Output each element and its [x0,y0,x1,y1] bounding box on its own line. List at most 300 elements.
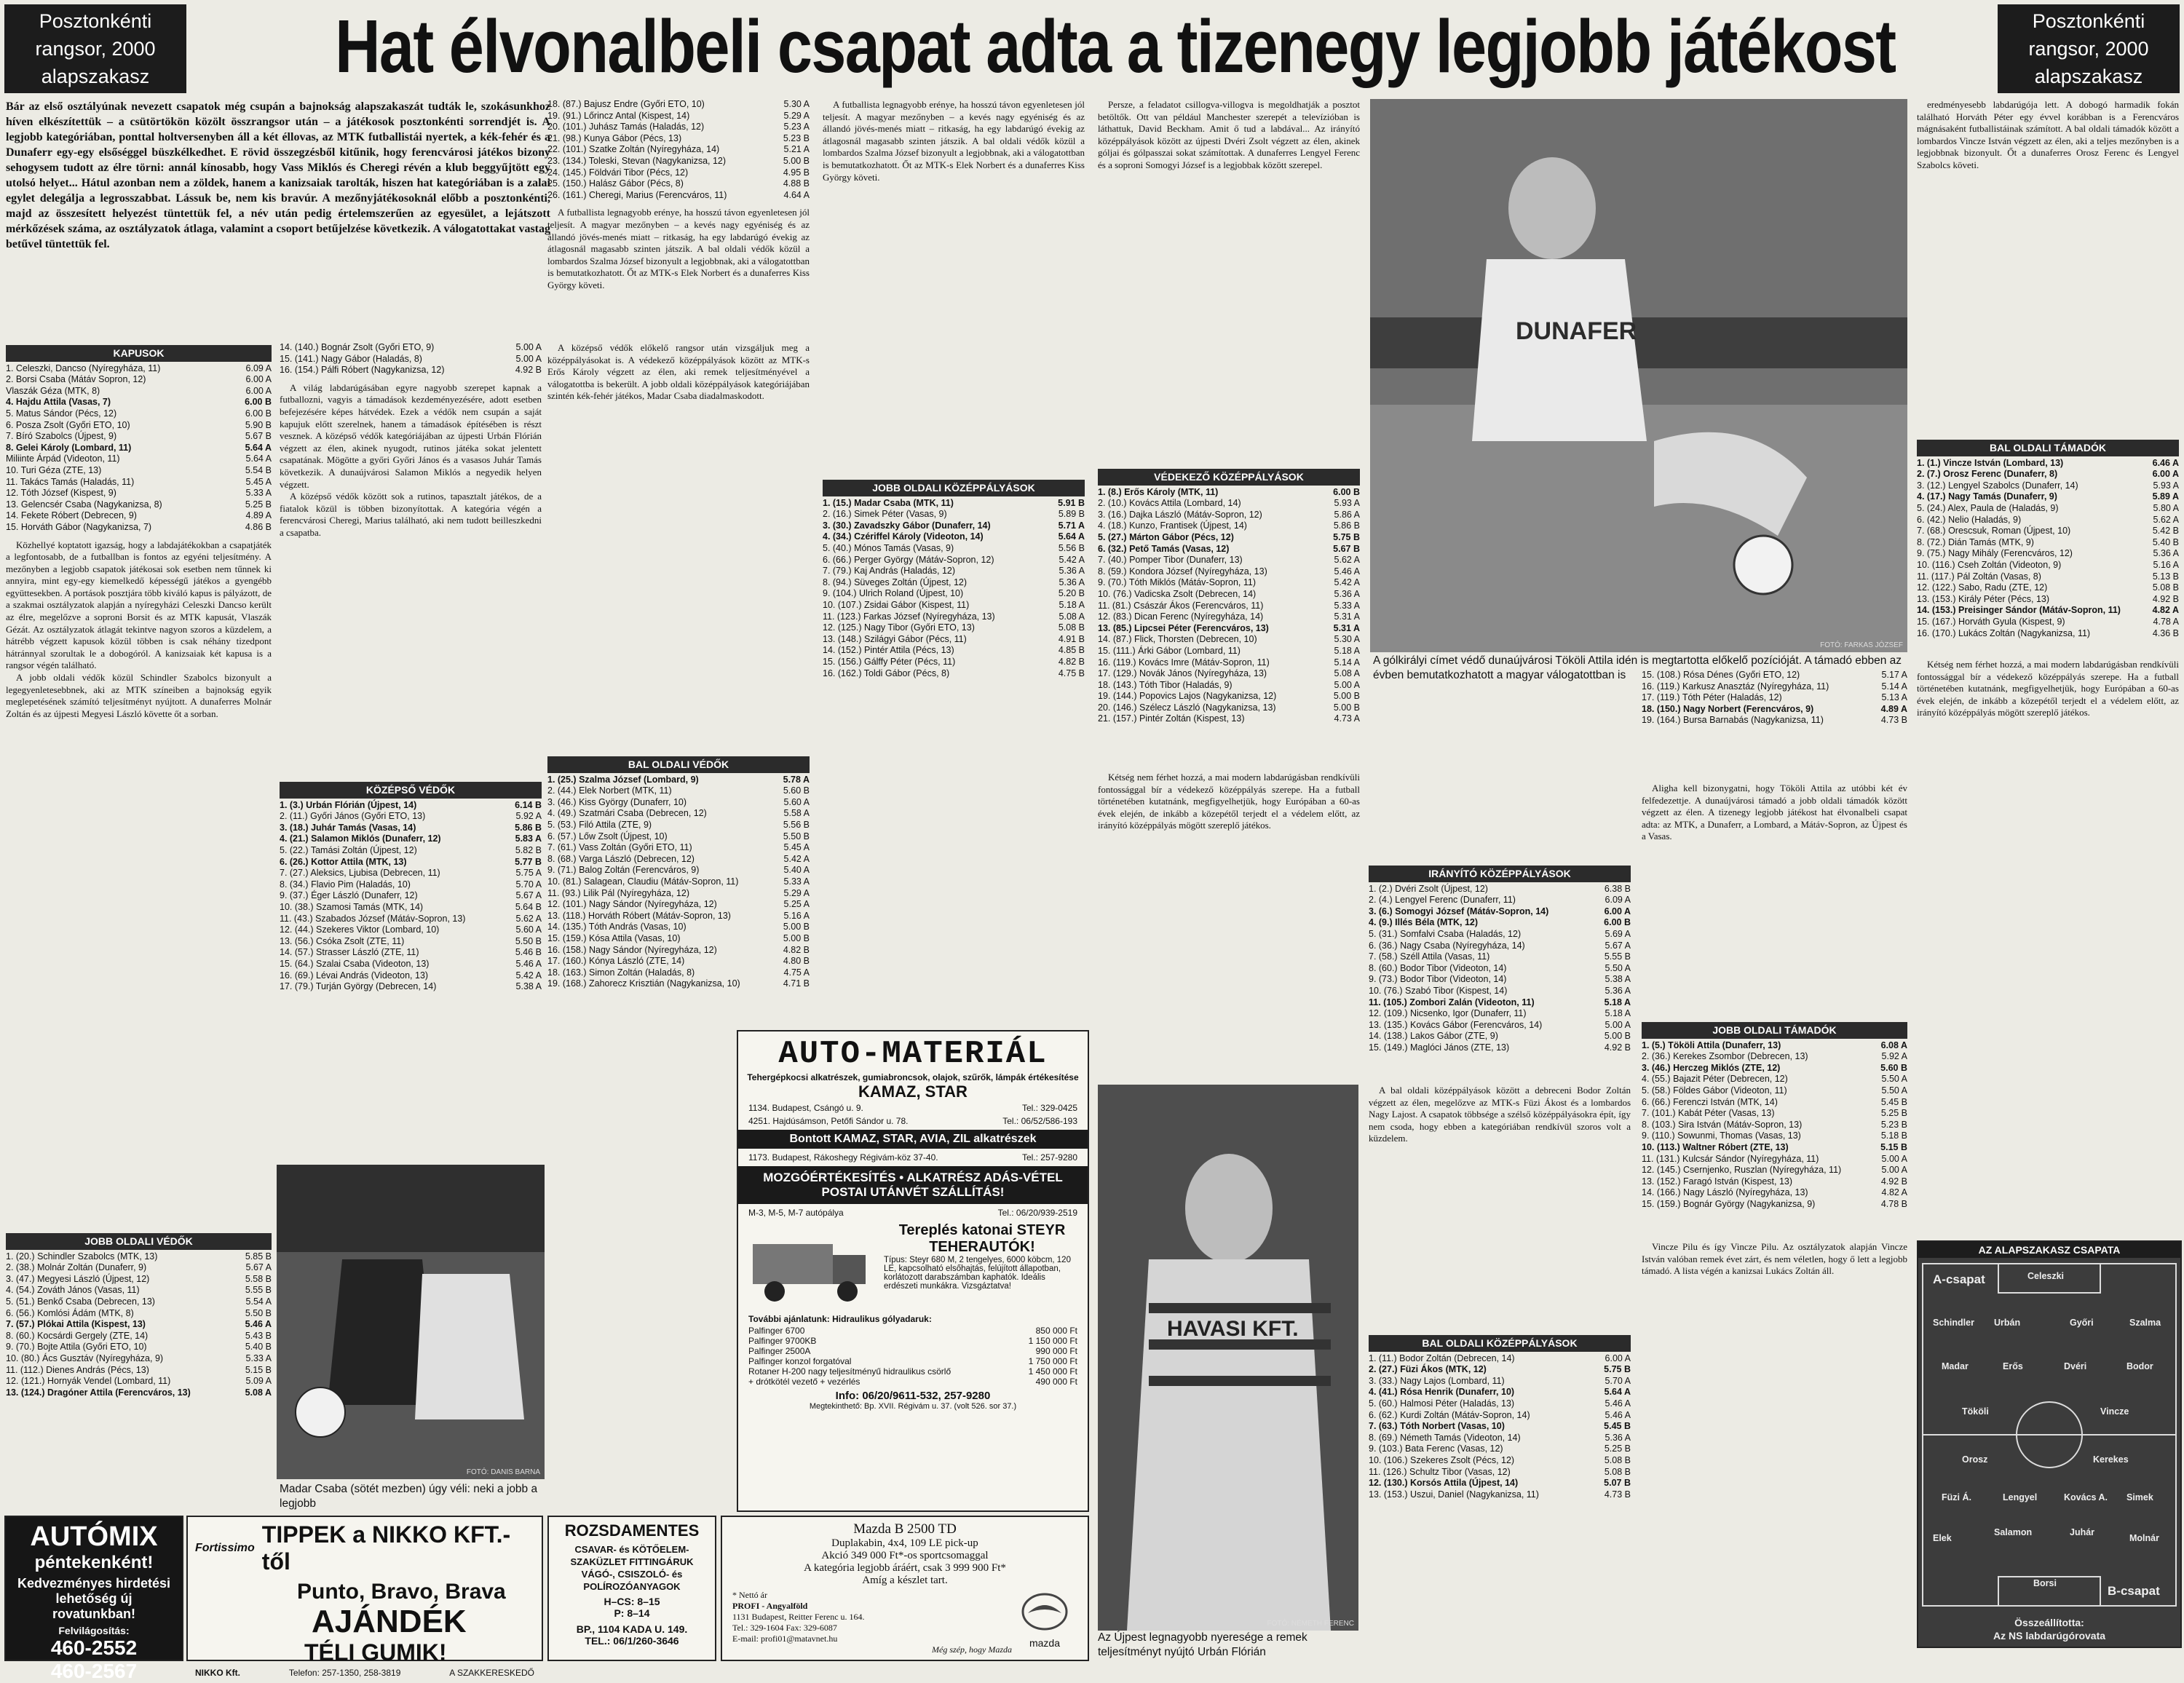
player-rating: 5.56 B [1058,542,1085,553]
photo-urban [1098,1085,1358,1631]
player-rating: 4.89 A [245,510,272,521]
ranking-row [823,520,1085,532]
article-col8 [1917,659,2179,719]
paragraph: A futballista legnagyobb erénye, ha hosszú távon egyenletesen jól teljesít. A magyar mezőnyben – a kevés nagy egyéniség és az állandó jövés-menés miatt – ritkaság, ha egy labdarúgó évekig az átlagosnál magasabb szinten játszik. A bal oldali védők közül a lombardos Szalma József bizonyult a legjobbnak, aki a válogatottban is bemutatkozhatott. Őt az MTK-s Elek Norbert és a dunaferres Kiss György követi. [823,99,1085,183]
player-entry: 5. (60.) Halmosi Péter (Haladás, 13) [1369,1398,1515,1409]
paragraph: A bal oldali középpályások között a debreceni Bodor Zoltán végzett az élen, megelőzve az MTK-s Füzi Ákost és a lombardos Nagy Lajost. A csapatok többsége a szélső középpályásokra épít, így nem csoda, hogy ebben a kategóriában rendkívül szoros volt a küzdelem. [1369,1085,1631,1144]
crane-row [748,1336,1077,1346]
player-entry: 4. (18.) Kunzo, Frantisek (Újpest, 14) [1098,520,1247,531]
player-entry: 12. (101.) Nagy Sándor (Nyíregyháza, 12) [547,899,717,910]
column-6-bal-kozep [1369,1332,1631,1652]
player-entry: 18. (143.) Tóth Tibor (Haladás, 9) [1098,679,1233,690]
ranking-row [1369,1376,1631,1387]
player-entry: 8. (69.) Németh Tamás (Videoton, 14) [1369,1432,1521,1443]
player-rating: 5.36 A [1334,588,1360,599]
player-entry: 13. (124.) Dragóner Attila (Ferencváros, 13) [6,1387,191,1398]
player-entry: 2. (38.) Molnár Zoltán (Dunaferr, 9) [6,1262,147,1273]
player-rating: 5.58 A [783,808,810,819]
photo-caption: A gólkirályi címet védő dunaújvárosi Tököli Attila idén is megtartotta előkelő pozícióját. A támadó ebben az évben bemutatkozhatott a magyar válogatottban is [1373,654,1902,681]
player-rating: 5.75 B [1333,531,1360,542]
headline: Hat élvonalbeli csapat adta a tizenegy legjobb játékost [335,4,1896,88]
ad-crane-list [738,1326,1088,1387]
ranking-row [1369,1478,1631,1489]
player-rating: 5.46 A [1605,1398,1631,1409]
ranking-row [1369,884,1631,895]
ranking-row [280,890,542,902]
photo-caption: Madar Csaba (sötét mezben) úgy véli: neki a jobb a legjobb [280,1483,538,1510]
player-entry: Miliinte Árpád (Videoton, 11) [6,454,120,464]
section-title: KAPUSOK [6,345,272,362]
ranking-jobb-vedok [6,1233,272,1398]
player-entry: 16. (162.) Toldi Gábor (Pécs, 8) [823,668,950,678]
player-rating: 5.64 A [245,454,272,464]
player-entry: 1. (20.) Schindler Szabolcs (MTK, 13) [6,1251,158,1262]
ranking-row [6,499,272,511]
player-rating: 4.92 B [1604,1042,1631,1053]
crane-price: 850 000 Ft [1035,1326,1077,1336]
player-entry: 12. (145.) Csernjenko, Ruszlan (Nyíregyháza, 11) [1642,1165,1842,1176]
player-entry: 3. (33.) Nagy Lajos (Lombard, 11) [1369,1375,1505,1386]
player-entry: 15. (111.) Árki Gábor (Lombard, 11) [1098,645,1241,656]
ranking-row [280,845,542,857]
jersey-text: DUNAFER [1516,317,1637,345]
player-rating: 5.71 A [1058,520,1085,531]
crane-name: Palfinger 2500A [748,1346,811,1356]
ranking-row [823,543,1085,555]
ranking-row [1917,537,2179,549]
ranking-row [1369,895,1631,906]
paragraph: A világ labdarúgásában egyre nagyobb szerepet kapnak a futballozni, vagyis a támadások kezdeményezésére, adott esetben befejezésére képes hátvédek. Ezek a védők nem csupán a saját kapujuk előtt szerelnek, hanem a támadások építésében is részt vesznek. A középső védők kategóriájában az újpesti Urbán Flórián végzett az élen, akinek nyugodt, rutinos játéka sokat jelentett csapatának. Mögötte a győri Győri János és a vasasos Juhár Tamás következik. A dunaújvárosi Salamon Miklós a negyedik helyen végzett. [280,381,542,490]
player-entry: 6. (26.) Kottor Attila (MTK, 13) [280,856,407,867]
player-rating: 5.54 A [245,1296,272,1307]
section-title: BAL OLDALI KÖZÉPPÁLYÁSOK [1369,1335,1631,1352]
ranking-row [1642,1165,1907,1176]
column-2-ranking [280,779,542,1019]
player-entry: 8. Gelei Károly (Lombard, 11) [6,442,132,453]
player-entry: 5. (27.) Márton Gábor (Pécs, 12) [1098,531,1234,542]
section-title: BAL OLDALI TÁMADÓK [1917,440,2179,456]
ranking-row [547,831,810,843]
player-entry: 13. (85.) Lipcsei Péter (Ferencváros, 13) [1098,622,1269,633]
player-rating: 4.85 B [1058,645,1085,656]
player-entry: 18. (163.) Simon Zoltán (Haladás, 8) [547,967,695,978]
ad-mazda [721,1516,1089,1661]
ad-address: 1134. Budapest, Csángó u. 9. [748,1103,863,1113]
ranking-row [6,1308,272,1320]
ranking-row [823,611,1085,623]
player-entry: 3. (46.) Kiss György (Dunaferr, 10) [547,796,687,807]
player-name: Kovács A. [2064,1492,2108,1502]
player-rating: 5.80 A [2153,502,2179,513]
ranking-row [547,167,810,179]
player-entry: 9. (70.) Tóth Miklós (Mátáv-Sopron, 11) [1098,577,1256,588]
player-rating: 6.00 B [1333,486,1360,497]
ranking-row [1917,480,2179,492]
player-rating: 4.92 B [515,365,542,376]
ranking-iranyito [1369,866,1631,1054]
paragraph: A középső védők előkelő rangsor után vizsgáljuk meg a középpályásokat is. A védekező középpályások között az MTK-s Erős Károly végzett az élen, aki remek teljesítményével a válogatottba is bekerült. A jobb oldali középpályások kategóriájában szintén kék-fehér játékos, Madar Csaba diadalmaskodott. [547,342,810,402]
paragraph: eredményesebb labdarúgója lett. A dobogó harmadik fokán található Horváth Péter egy évvel korábban is a Ferencváros mágnásaként futballistáinak számított. A bal oldali támadók között a lombardos Vincze István végzett az élen, aki a teljes mezőnyben is a legjobbnak bizonyult. Őt a dunaferres Orosz Ferenc és Lengyel Szabolcs követi. [1917,99,2179,170]
footer-line: Összeállította: [2014,1617,2084,1628]
player-entry: 12. (130.) Korsós Attila (Újpest, 14) [1369,1478,1519,1489]
player-name: Molnár [2129,1533,2159,1543]
player-entry: 14. (138.) Lakos Gábor (ZTE, 9) [1369,1031,1498,1042]
ad-teherauto: Tereplés katonai STEYR TEHERAUTÓK! [898,1222,1066,1255]
ranking-row [1917,605,2179,617]
player-rating: 5.86 B [1333,520,1360,531]
player-entry: 1. (25.) Szalma József (Lombard, 9) [547,774,699,785]
ranking-row [1642,1063,1907,1074]
ad-body: CSAVAR- és KÖTŐELEM-SZAKÜZLET FITTINGÁRUK VÁGÓ-, CSISZOLÓ- és POLÍROZÓANYAGOK [570,1544,694,1592]
player-rating: 5.23 B [1880,1119,1907,1130]
section-title: VÉDEKEZŐ KÖZÉPPÁLYÁSOK [1098,469,1360,486]
player-entry: 12. (109.) Nicsenko, Igor (Dunaferr, 11) [1369,1008,1527,1019]
player-entry: 7. (40.) Pomper Tibor (Dunaferr, 13) [1098,555,1243,566]
photo-scene [277,1165,545,1479]
ad-note: Amíg a készlet tart. [862,1575,948,1586]
ad-logo: Fortissimo [195,1542,255,1554]
player-rating: 6.09 A [1605,895,1631,906]
player-entry: 13. (153.) Uszui, Daniel (Nagykanizsa, 11) [1369,1489,1539,1500]
player-entry: 8. (94.) Süveges Zoltán (Újpest, 12) [823,577,968,587]
player-entry: 13. (56.) Csóka Zsolt (ZTE, 11) [280,935,405,946]
ranking-row [280,981,542,993]
player-entry: 3. (16.) Dajka László (Mátáv-Sopron, 12) [1098,509,1262,520]
paragraph: Kétség nem férhet hozzá, a mai modern labdarúgásban rendkívüli fontossággal bír a védekező középpályás szerepe. Ha a futball történetében kutatnánk, megfigyelhetjük, hogy Európában a 60-as évek elején, de inkább a közepétől terjedt el a védelem előtt, az irányító középpályás mögött szereplő játékos. [1098,772,1360,831]
ranking-row [823,622,1085,634]
crane-row [748,1346,1077,1356]
player-entry: 14. (135.) Tóth András (Vasas, 10) [547,922,687,932]
ranking-row [1369,1489,1631,1501]
player-entry: 19. (168.) Zahorecz Krisztián (Nagykanizsa, 10) [547,978,740,989]
player-rating: 5.45 A [245,476,272,487]
crane-row [748,1377,1077,1387]
ranking-row [6,1285,272,1296]
ranking-row [823,645,1085,657]
player-rating: 5.91 B [1058,497,1085,508]
player-rating: 5.00 A [1881,1165,1907,1176]
player-name: Füzi Á. [1942,1492,1971,1502]
player-entry: 2. (44.) Elek Norbert (MTK, 11) [547,785,672,796]
player-entry: 8. (60.) Bodor Tibor (Videoton, 14) [1369,962,1507,973]
section-title: JOBB OLDALI TÁMADÓK [1642,1022,1907,1039]
player-rating: 6.00 B [245,397,272,408]
player-entry: 14. (140.) Bognár Zsolt (Győri ETO, 9) [280,342,435,352]
player-entry: 4. (9.) Illés Béla (MTK, 12) [1369,917,1479,928]
player-rating: 5.42 A [515,970,542,981]
ranking-row [823,566,1085,577]
ranking-row [280,902,542,914]
player-rating: 5.62 A [515,913,542,924]
ad-title: AUTÓMIX [30,1521,158,1552]
article-col6b [1917,99,2179,172]
player-entry: 14. (57.) Strasser László (ZTE, 11) [280,947,419,958]
ranking-row [1369,1008,1631,1020]
player-entry: 3. (46.) Herczeg Miklós (ZTE, 12) [1642,1062,1781,1073]
ranking-row [1369,1387,1631,1398]
team-title: AZ ALAPSZAKASZ CSAPATA [1918,1242,2180,1258]
ad-phone: Tel.: 06/52/586-193 [1002,1116,1077,1126]
corner-label-left [4,4,186,93]
player-rating: 6.08 A [1880,1040,1907,1050]
player-rating: 5.13 B [2152,571,2179,582]
player-entry: 16. (158.) Nagy Sándor (Nyíregyháza, 12) [547,944,717,955]
player-entry: 4. (54.) Zováth János (Vasas, 11) [6,1285,140,1296]
ranking-row [1098,623,1360,635]
ranking-bal-vedok [547,756,810,990]
ranking-row [1098,646,1360,657]
ranking-row [1917,491,2179,503]
player-entry: 15. (149.) Maglóci János (ZTE, 13) [1369,1042,1510,1053]
ranking-row [547,190,810,202]
ranking-row [6,465,272,477]
player-entry: 21. (157.) Pintér Zoltán (Kispest, 13) [1098,713,1245,724]
player-rating: 5.29 A [783,887,810,898]
ranking-row [6,1251,272,1263]
article-col2 [280,382,542,539]
player-rating: 5.00 B [783,932,810,943]
ranking-kapusok [6,345,272,534]
player-entry: 13. (118.) Horváth Róbert (Mátáv-Sopron, 13) [547,910,731,921]
article-col5a [1369,1085,1631,1145]
player-entry: 7. (58.) Széll Attila (Vasas, 11) [1369,951,1490,962]
ranking-row [1098,555,1360,566]
ranking-row [823,577,1085,589]
column-7-ranking [1642,1019,1907,1238]
ad-action: Akció 349 000 Ft*-os sportcsomaggal [821,1550,989,1561]
player-entry: 1. (8.) Erős Károly (MTK, 11) [1098,486,1219,497]
player-rating: 5.40 B [245,1342,272,1353]
column-8-text [1917,659,2179,1234]
player-name: Salamon [1994,1527,2033,1537]
player-entry: 11. (126.) Schultz Tibor (Vasas, 12) [1369,1466,1511,1477]
player-rating: 5.92 A [515,811,542,822]
player-entry: 11. (105.) Zombori Zalán (Videoton, 11) [1369,997,1535,1007]
player-entry: 17. (79.) Turján György (Debrecen, 14) [280,981,437,992]
crane-price: 990 000 Ft [1035,1346,1077,1356]
ranking-row [547,945,810,957]
player-entry: 6. (66.) Ferenczi István (MTK, 14) [1642,1096,1778,1107]
player-rating: 5.93 A [1334,498,1360,509]
player-entry: 6. (32.) Pető Tamás (Vasas, 12) [1098,543,1230,554]
ranking-row [1369,1353,1631,1365]
column-7-text [1642,783,1907,1001]
ranking-row [1642,715,1907,726]
player-rating: 5.14 A [1334,657,1360,668]
article-col4b [1098,772,1360,832]
player-name: Tököli [1962,1406,1989,1417]
player-entry: Vlaszák Géza (MTK, 8) [6,385,100,396]
player-entry: 8. (103.) Sira István (Mátáv-Sopron, 13) [1642,1119,1803,1130]
player-entry: 7. (63.) Tóth Norbert (Vasas, 10) [1369,1421,1505,1432]
corner-label-right [1998,4,2180,93]
player-entry: 15. (167.) Horváth Gyula (Kispest, 9) [1917,616,2065,627]
ranking-row [547,911,810,922]
player-entry: 10. (106.) Szekeres Zsolt (Pécs, 12) [1369,1454,1515,1465]
player-rating: 6.38 B [1604,883,1631,894]
player-name: Szalma [2129,1318,2161,1328]
player-rating: 5.62 A [2153,514,2179,525]
player-entry: 11. (81.) Császár Ákos (Ferencváros, 11) [1098,600,1264,611]
ranking-row [823,555,1085,566]
ranking-row [823,657,1085,668]
player-rating: 4.64 A [783,189,810,200]
player-entry: 15. (159.) Bognár György (Nagykanizsa, 9) [1642,1198,1816,1209]
ad-steyr-body: Típus: Steyr 680 M, 2 tengelyes, 6000 köbcm, 120 LE, kapcsolható elsőhajtás, felújított állapotban, korlátozott darabszámban kaphatók. Ideális erdészeti munkákra. Vizsgáztatva! [884,1256,1071,1291]
player-entry: 2. (27.) Füzi Ákos (MTK, 12) [1369,1364,1487,1375]
player-entry: 12. Tóth József (Kispest, 9) [6,488,116,499]
player-rating: 5.60 B [1880,1062,1907,1073]
ad-mozgo: MOZGÓÉRTÉKESÍTÉS • ALKATRÉSZ ADÁS-VÉTEL POSTAI UTÁNVÉT SZÁLLÍTÁS! [738,1166,1088,1204]
footer-line: Az NS labdarúgórovata [1993,1630,2106,1642]
player-rating: 5.16 A [783,910,810,921]
crane-name: + drótkötél vezető + vezérlés [748,1377,860,1387]
corner-line: Posztonkénti [2032,10,2145,32]
ranking-row [6,1342,272,1353]
photo-tokoli [1370,99,1907,652]
player-name: Orosz [1962,1454,1988,1465]
crane-name: Palfinger 9700KB [748,1336,817,1346]
player-entry: 15. Horváth Gábor (Nagykanizsa, 7) [6,521,152,532]
player-rating: 5.36 A [1605,985,1631,996]
player-rating: 4.91 B [1058,633,1085,644]
player-entry: 3. (30.) Zavadszky Gábor (Dunaferr, 14) [823,520,991,531]
a-team-label: A-csapat [1933,1272,1985,1286]
player-rating: 5.85 B [245,1251,272,1262]
player-name: Bodor [2126,1361,2153,1371]
ranking-row [1098,510,1360,521]
ad-netto: * Nettó ár [732,1590,767,1600]
player-rating: 5.70 A [515,879,542,890]
player-name: Madar [1942,1361,1969,1371]
ranking-row [1369,917,1631,929]
player-name: Vincze [2100,1406,2129,1417]
ranking-row [1369,1433,1631,1444]
player-entry: 13. (148.) Szilágyi Gábor (Pécs, 11) [823,633,967,644]
player-entry: 18. (150.) Nagy Norbert (Ferencváros, 9) [1642,703,1814,714]
player-entry: 2. (11.) Győri János (Győri ETO, 13) [280,811,426,822]
player-rating: 5.50 A [1605,962,1631,973]
player-rating: 5.46 A [1334,566,1360,577]
ranking-row [547,854,810,866]
ad-address: 1131 Budapest, Reitter Ferenc u. 164. [732,1612,865,1622]
ad-subtitle: Duplakabin, 4x4, 109 LE pick-up [831,1537,978,1549]
article-col1 [6,539,272,721]
player-entry: 5. (51.) Benkő Csaba (Debrecen, 13) [6,1296,155,1307]
ranking-row [547,785,810,797]
ranking-row [6,443,272,454]
ranking-row [1917,526,2179,537]
player-rating: 4.73 A [1334,713,1360,724]
ranking-row [547,922,810,933]
player-entry: 3. (47.) Megyesi László (Újpest, 12) [6,1273,150,1284]
player-rating: 5.25 B [1604,1444,1631,1454]
player-rating: 5.62 A [1334,555,1360,566]
crane-price: 1 150 000 Ft [1028,1336,1077,1346]
photo-scene [1098,1085,1358,1631]
ranking-row [6,1331,272,1342]
player-entry: 4. (17.) Nagy Tamás (Dunaferr, 9) [1917,491,2057,502]
player-entry: 9. (73.) Bodor Tibor (Videoton, 14) [1369,974,1507,985]
ranking-bal-tamadok [1917,440,2179,639]
player-rating: 5.60 A [783,796,810,807]
ranking-row [1098,668,1360,680]
ranking-row [6,363,272,375]
ranking-row [1642,1074,1907,1085]
player-rating: 5.60 B [783,785,810,796]
player-entry: 1. Celeszki, Dancso (Nyíregyháza, 11) [6,363,161,373]
ranking-row [823,600,1085,611]
player-rating: 5.50 A [1881,1074,1907,1085]
player-entry: 1. (15.) Madar Csaba (MTK, 11) [823,497,954,508]
photo-credit: FOTÓ: NÉMETH FERENC [1267,1620,1354,1628]
player-rating: 5.67 A [1605,940,1631,951]
ad-address: 1173. Budapest, Rákoshegy Régivám-köz 37-40. [748,1152,938,1163]
player-rating: 5.42 A [1334,577,1360,588]
team-footer [1918,1616,2180,1642]
player-entry: 12. (121.) Hornyák Vendel (Lombard, 11) [6,1376,171,1387]
corner-line: rangsor, 2000 [2028,38,2149,60]
ad-phone: TEL.: 06/1/260-3646 [585,1635,679,1647]
ranking-row [280,936,542,948]
player-entry: 16. (119.) Kovács Imre (Mátáv-Sopron, 11) [1098,657,1270,668]
crane-row [748,1366,1077,1377]
player-rating: 4.78 A [2153,616,2179,627]
player-rating: 6.14 B [515,799,542,810]
player-entry: 9. (71.) Balog Zoltán (Ferencváros, 9) [547,865,700,876]
corner-line: alapszakasz [2034,66,2143,87]
ranking-row [547,978,810,990]
article-col5b [1642,783,1907,843]
column-4-ranking [823,477,1085,761]
player-rating: 5.64 A [1604,1387,1631,1398]
column-8-ranking [1917,437,2179,655]
crane-price: 490 000 Ft [1035,1377,1077,1387]
player-entry: 1. (11.) Bodor Zoltán (Debrecen, 14) [1369,1353,1515,1363]
ranking-row [280,365,542,376]
player-entry: 5. (58.) Földes Gábor (Videoton, 11) [1642,1085,1787,1096]
ad-title: ROZSDAMENTES [564,1521,700,1540]
ranking-row [280,914,542,925]
player-entry: 5. Matus Sándor (Pécs, 12) [6,408,117,419]
ranking-row [1917,594,2179,606]
ranking-jobb-tamadok [1642,1022,1907,1211]
player-rating: 6.00 A [245,374,272,385]
ranking-row [1369,929,1631,940]
player-rating: 5.46 A [515,958,542,969]
player-rating: 6.09 A [245,363,272,373]
ad-dealer: PROFI - Angyalföld [732,1601,808,1611]
ranking-row [1369,1398,1631,1410]
ranking-row [1098,498,1360,510]
ranking-row [1369,906,1631,918]
crane-price: 1 450 000 Ft [1028,1366,1077,1377]
player-entry: 25. (150.) Halász Gábor (Pécs, 8) [547,178,684,189]
player-rating: 5.60 A [515,924,542,935]
player-entry: 10. (80.) Ács Gusztáv (Nyíregyháza, 9) [6,1353,164,1363]
player-entry: 17. (119.) Tóth Péter (Haladás, 12) [1642,692,1782,703]
mazda-logo-icon [1019,1590,1070,1634]
player-rating: 4.92 B [2152,593,2179,604]
player-rating: 5.45 A [783,842,810,853]
player-entry: 5. (53.) Filó Attila (ZTE, 9) [547,819,652,830]
ranking-row [280,947,542,959]
ad-automix [4,1516,183,1682]
player-entry: 15. (156.) Gálffy Péter (Pécs, 11) [823,656,956,667]
section-title: JOBB OLDALI KÖZÉPPÁLYÁSOK [823,480,1085,496]
ad-title: Mazda B 2500 TD [853,1521,957,1537]
player-entry: 14. (153.) Preisinger Sándor (Mátáv-Sopron, 11) [1917,605,2121,616]
